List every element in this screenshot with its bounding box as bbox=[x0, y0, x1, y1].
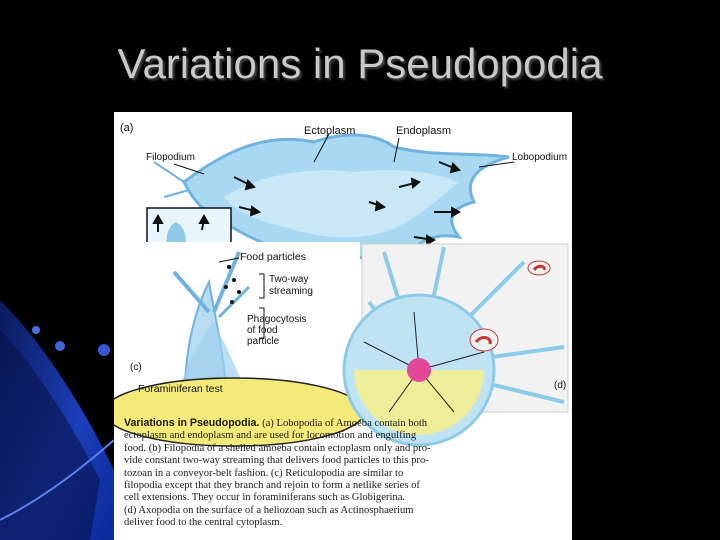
caption-line: food. (b) Filopodia of a shelled amoeba contain ectoplasm only and pro- bbox=[124, 442, 431, 454]
caption-line: tozoan in a conveyor-belt fashion. (c) Reticulopodia are similar to bbox=[124, 467, 404, 479]
svg-text:Filopodium: Filopodium bbox=[146, 152, 195, 163]
svg-text:particle: particle bbox=[247, 336, 280, 347]
caption-line: (a) Lobopodia of Amoeba contain both bbox=[262, 418, 428, 429]
svg-text:Ectoplasm: Ectoplasm bbox=[304, 125, 356, 137]
svg-text:Lobopodium: Lobopodium bbox=[512, 152, 568, 163]
svg-text:Two-way: Two-way bbox=[269, 274, 309, 285]
figure-caption bbox=[124, 417, 562, 530]
svg-text:streaming: streaming bbox=[269, 286, 313, 297]
svg-text:(c): (c) bbox=[130, 362, 142, 373]
caption-line: deliver food to the central cytoplasm. bbox=[124, 517, 283, 529]
pseudopodia-figure bbox=[114, 112, 572, 540]
slide-title: Variations in Pseudopodia bbox=[117, 40, 603, 87]
svg-text:Foraminiferan test: Foraminiferan test bbox=[138, 383, 223, 395]
svg-text:of food: of food bbox=[247, 325, 278, 336]
caption-line: (d) Axopodia on the surface of a heliozoan such as Actinosphaerium bbox=[124, 504, 414, 516]
svg-text:Food particles: Food particles bbox=[240, 251, 306, 263]
svg-text:(d): (d) bbox=[554, 380, 567, 391]
svg-text:(a): (a) bbox=[120, 122, 134, 134]
caption-line: cell extensions. They occur in foraminiferans such as Globigerina. bbox=[124, 492, 406, 504]
svg-text:Phagocytosis: Phagocytosis bbox=[247, 314, 307, 325]
caption-line: vide constant two-way streaming that delivers food particles to this pro- bbox=[124, 455, 429, 467]
caption-line: filopodia except that they branch and rejoin to form a netlike series of bbox=[124, 480, 420, 492]
caption-line: ectoplasm and endoplasm and are used for locomotion and engulfing bbox=[124, 430, 417, 442]
caption-heading: Variations in Pseudopodia. bbox=[124, 417, 260, 429]
svg-text:Endoplasm: Endoplasm bbox=[396, 125, 452, 137]
